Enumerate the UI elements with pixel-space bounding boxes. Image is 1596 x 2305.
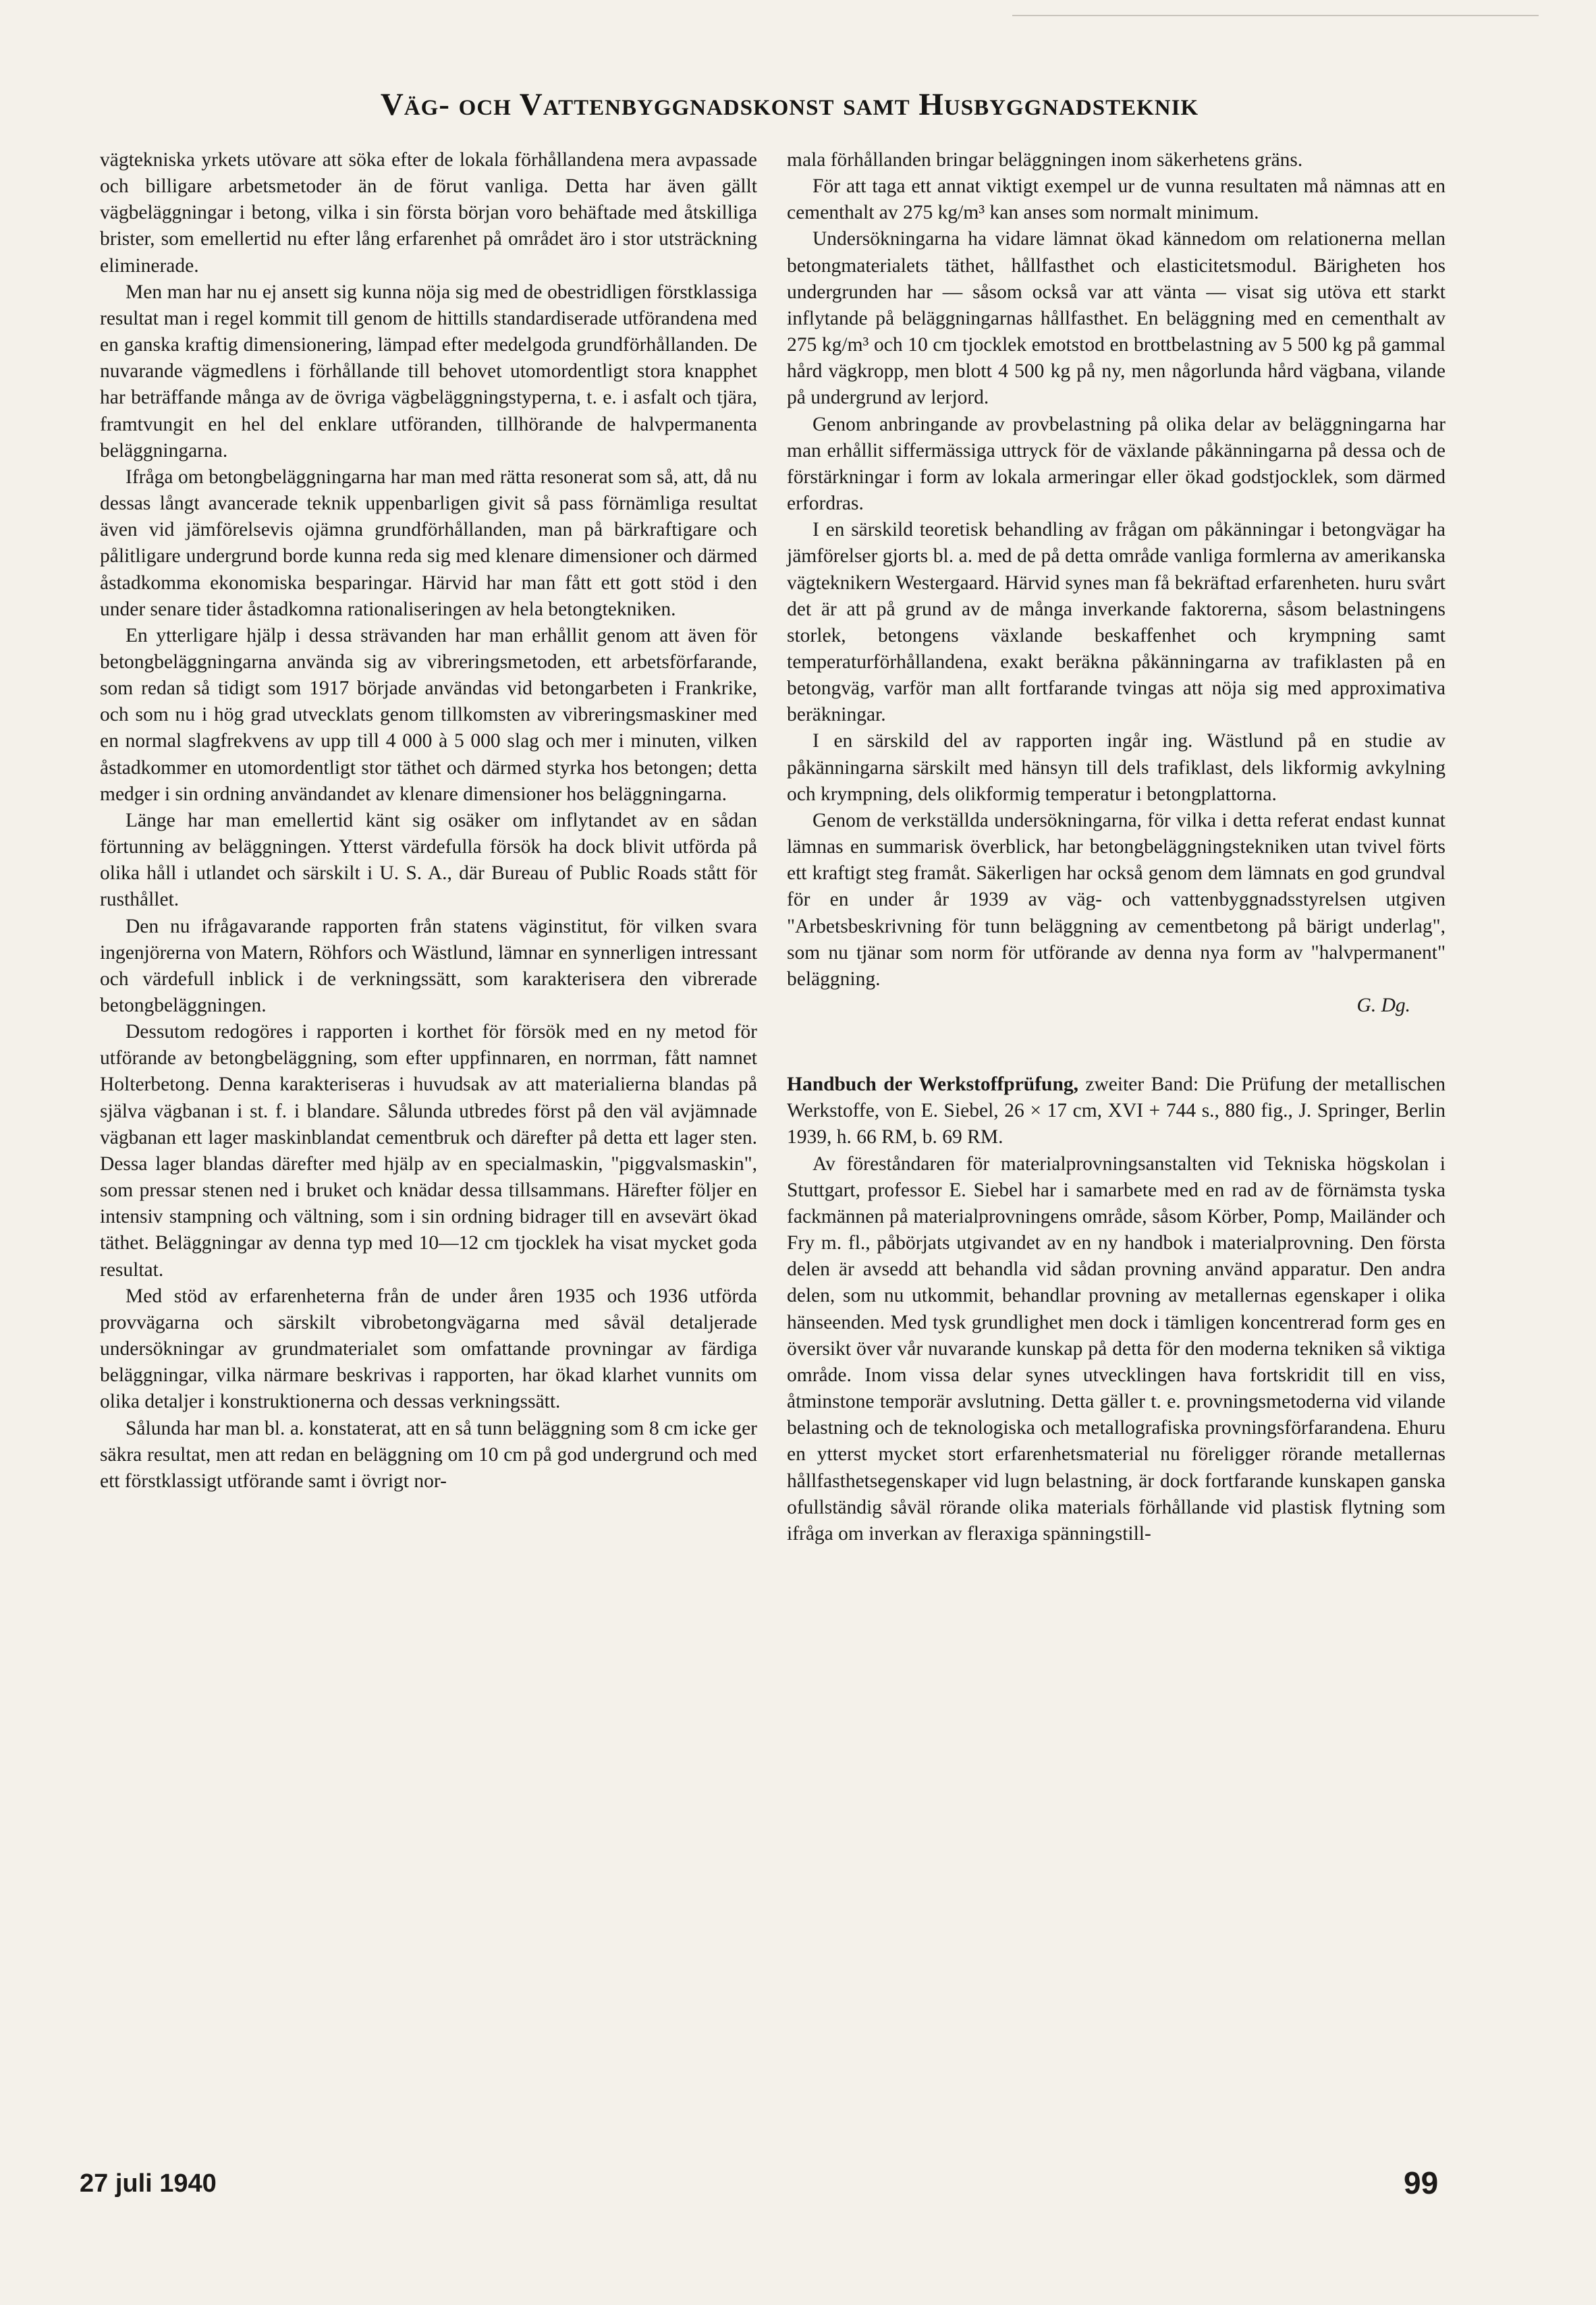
- section-gap: [787, 1019, 1446, 1072]
- right-column: [787, 147, 1446, 1547]
- left-column: [100, 147, 757, 1495]
- author-signature: G. Dg.: [1356, 995, 1410, 1016]
- running-header: Väg- och Vattenbyggnadskonst samt Husbyggnadsteknik: [380, 87, 1199, 122]
- paragraph: Ifråga om betongbeläggningarna har man med rätta resonerat som så, att, då nu dessas långt avancerade teknik uppenbarligen givit så pass förnämliga resultat även vid jämförelsevis ojämna grundförhållanden, man på bärkraftigare och pålitligare undergrund borde kunna reda sig med klenare dimensioner och därmed åstadkomma ekonomiska besparingar. Härvid har man fått ett gott stöd i den under senare tider åstadkomna rationaliseringen av hela betongtekniken.: [100, 466, 757, 620]
- paragraph: vägtekniska yrkets utövare att söka efter de lokala förhållandena mera avpassade och billigare arbetsmetoder än de förut vanliga. Detta har även gällt vägbeläggningar i betong, vilka i sin första början voro behäftade med åtskilliga brister, som emellertid nu efter lång erfarenhet på området äro i stor utsträckning eliminerade.: [100, 149, 757, 277]
- paragraph: Sålunda har man bl. a. konstaterat, att en så tunn beläggning som 8 cm icke ger säkra resultat, men att redan en beläggning om 10 cm på god undergrund och med ett förstklassigt utförande samt i övrigt nor-: [100, 1417, 757, 1492]
- review-body: Av föreståndaren för materialprovningsanstalten vid Tekniska högskolan i Stuttgart, professor E. Siebel har i samarbete med en rad av de förnämsta tyska fackmännen på materialprovningens område, såsom Körber, Pomp, Mailänder och Fry m. fl., påbörjats utgivandet av en ny handbok i materialprovning. Den första delen är avsedd att behandla vid sådan provning använd apparatur. Den andra delen, som nu utkommit, behandlar provning av metallernas egenskaper i olika hänseenden. Med tysk grundlighet men dock i tämligen koncentrerad form ges en översikt över vår nuvarande kunskap på detta för den moderna tekniken så viktiga område. Inom vissa delar synes utvecklingen hava fortskridit till en viss, åtminstone temporär avslutning. Detta gäller t. e. provningsmetoderna vid vilande belastning och de teknologiska och metallografiska provningsförfarandena. Ehuru en ytterst mycket stort erfarenhetsmaterial nu föreligger rörande metallernas hållfasthetsegenskaper vid lugn belastning, är dock fortfarande kunskapen ganska ofullständig såväl rörande olika materials förhållande vid plastisk flytning som ifråga om inverkan av fleraxiga spänningstill-: [787, 1152, 1446, 1545]
- paragraph: Länge har man emellertid känt sig osäker om inflytandet av en sådan förtunning av beläggningen. Ytterst värdefulla försök ha dock blivit utförda på olika håll i utlandet och särskilt i U. S. A., där Bureau of Public Roads stått för rusthållet.: [100, 809, 757, 911]
- paragraph: En ytterligare hjälp i dessa strävanden har man erhållit genom att även för betongbeläggningarna använda sig av vibreringsmetoden, ett arbetsförfarande, som redan så tidigt som 1917 började användas vid betongarbeten i Frankrike, och som nu i hög grad utvecklats genom tillkomsten av vibreringsmaskiner med en normal slagfrekvens av upp till 4 000 à 5 000 slag och mer i minuten, vilken åstadkommer en utomordentligt stor täthet och därmed styrka hos betongen; detta medger i sin ordning användandet av klenare dimensioner hos beläggningarna.: [100, 624, 757, 805]
- paragraph: Genom de verkställda undersökningarna, för vilka i detta referat endast kunnat lämnas en summarisk överblick, har betongbeläggningstekniken utan tvivel förts ett kraftigt steg framåt. Säkerligen har också genom dem lämnats en god grundval för en under år 1939 av väg- och vattenbyggnadsstyrelsen utgiven "Arbetsbeskrivning för tunn beläggning av cementbetong på bärigt underlag", som nu tjänar som norm för utförande av denna nya form av "halvpermanent" beläggning.: [787, 809, 1446, 990]
- top-edge-rule: [1012, 15, 1539, 16]
- paragraph: Den nu ifrågavarande rapporten från statens väginstitut, för vilken svara ingenjörerna von Matern, Röhfors och Wästlund, lämnar en synnerligen intressant och värdefull inblick i de verkningssätt, som karakterisera den vibrerade betongbeläggningen.: [100, 915, 757, 1016]
- page-number: 99: [1404, 2165, 1439, 2200]
- paragraph: Dessutom redogöres i rapporten i korthet för försök med en ny metod för utförande av betongbeläggning, som efter uppfinnaren, en norrman, fått namnet Holterbetong. Denna karakteriseras i huvudsak av att materialierna blandas på själva vägbanan i st. f. i blandare. Sålunda utbredes först på den väl avjämnade vägbanan ett lager maskinblandat cementbruk och därefter på detta ett lager sten. Dessa lager blandas därefter med hjälp av en specialmaskin, "piggvalsmaskin", som pressar stenen ned i bruket och knädar dessa tillsammans. Härefter följer en intensiv stampning och vältning, som i sin ordning bidrager till en avsevärt ökad täthet. Beläggningar av denna typ med 10—12 cm tjocklek ha visat mycket goda resultat.: [100, 1021, 757, 1281]
- review-citation: zweiter Band: Die Prüfung der metallischen Werkstoffe, von E. Siebel, 26 × 17 cm, XVI + 744 s., 880 fig., J. Springer, Berlin 1939, h. 66 RM, b. 69 RM.: [787, 1074, 1446, 1148]
- review-book-title: Handbuch der Werkstoffprüfung,: [787, 1074, 1078, 1096]
- paragraph: Med stöd av erfarenheterna från de under åren 1935 och 1936 utförda provvägarna och särskilt vibrobetongvägarna med såväl detaljerade undersökningar av grundmaterialet som omfattande provningar av färdiga beläggningar, vilka närmare beskrivas i rapporten, har ökad klarhet vunnits om olika detaljer i konstruktionerna och dessas verkningssätt.: [100, 1285, 757, 1413]
- paragraph: Undersökningarna ha vidare lämnat ökad kännedom om relationerna mellan betongmaterialets täthet, hållfasthet och elasticitetsmodul. Bärigheten hos undergrunden har — såsom också var att vänta — visat sig utöva ett starkt inflytande på beläggningarnas hållfasthet. En beläggning med en cementhalt av 275 kg/m³ och 10 cm tjocklek emotstod en brottbelastning av 5 500 kg på gammal hård vägkropp, men blott 4 500 kg på ny, men någorlunda hård vägbana, vilande på undergrund av lerjord.: [787, 228, 1446, 409]
- issue-date: 27 juli 1940: [80, 2169, 217, 2198]
- paragraph: I en särskild del av rapporten ingår ing. Wästlund på en studie av påkänningarna särskilt med hänsyn till dels trafiklast, dels likformig avkylning och krympning, dels olikformig temperatur i betongplattorna.: [787, 730, 1446, 805]
- book-review-heading: [787, 1072, 1446, 1150]
- paragraph: För att taga ett annat viktigt exempel ur de vunna resultaten må nämnas att en cementhalt av 275 kg/m³ kan anses som normalt minimum.: [787, 175, 1446, 224]
- paragraph: Men man har nu ej ansett sig kunna nöja sig med de obestridligen förstklassiga resultat man i regel kommit till genom de hittills standardiserade utförandena med en ganska kraftig dimensionering, lämpad efter medelgoda grundförhållanden. De nuvarande vägmedlens i förhållande till behovet utomordentligt stora knapphet har beträffande många av de övriga vägbeläggningstyperna, t. e. i asfalt och tjära, framtvungit en hel del enklare utföranden, tillhörande de halvpermanenta beläggningarna.: [100, 281, 757, 462]
- paragraph: Genom anbringande av provbelastning på olika delar av beläggningarna har man erhållit siffermässiga uttryck för de växlande påkänningarna på dessa och de förstärkningar i form av lokala armeringar eller ökad godstjocklek, som därmed erfordras.: [787, 413, 1446, 515]
- paragraph: mala förhållanden bringar beläggningen inom säkerhetens gräns.: [787, 149, 1303, 171]
- paragraph: I en särskild teoretisk behandling av frågan om påkänningar i betongvägar ha jämförelser gjorts bl. a. med de på detta område vanliga formlerna av amerikanska vägteknikern Westergaard. Härvid synes man få bekräftad erfarenheten. huru svårt det är att på grund av de många inverkande faktorerna, såsom belastningens storlek, betongens växlande beskaffenhet och krympning samt temperaturförhållandena, exakt beräkna påkänningarna av trafiklasten på en betongväg, varför man allt fortfarande tvingas att nöja sig med approximativa beräkningar.: [787, 519, 1446, 726]
